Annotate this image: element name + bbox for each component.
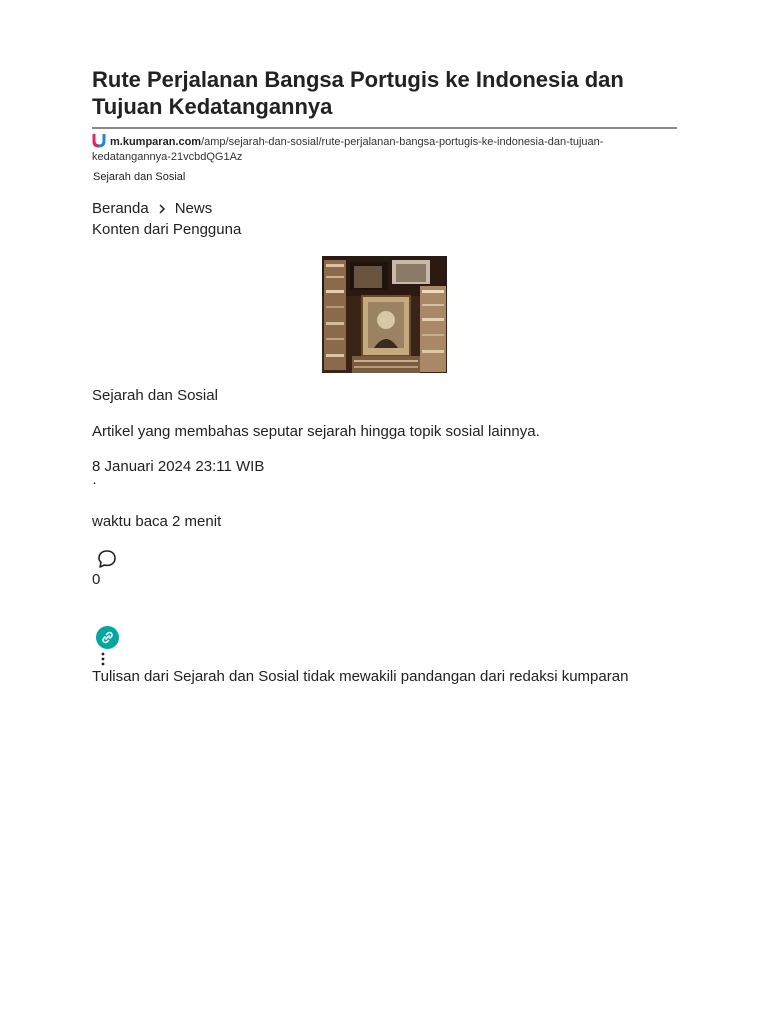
source-domain: m.kumparan.com — [110, 136, 202, 148]
hero-image[interactable] — [322, 256, 447, 373]
breadcrumb-home[interactable]: Beranda — [92, 200, 149, 217]
title-divider — [92, 127, 677, 129]
kumparan-logo-icon — [92, 133, 106, 148]
comment-icon[interactable] — [97, 549, 117, 569]
author-name[interactable]: Sejarah dan Sosial — [92, 387, 218, 404]
article-title: Rute Perjalanan Bangsa Portugis ke Indonesia dan Tujuan Kedatangannya — [92, 67, 624, 119]
source-url[interactable] — [92, 133, 678, 165]
chevron-right-icon — [157, 203, 167, 215]
publish-date: 8 Januari 2024 23:11 WIB — [92, 458, 265, 475]
link-icon — [96, 626, 119, 649]
more-vertical-icon[interactable] — [100, 652, 106, 666]
content-source-label: Konten dari Pengguna — [92, 221, 242, 238]
site-label: Sejarah dan Sosial — [93, 171, 186, 183]
meta-separator: · — [92, 474, 97, 491]
disclaimer: Tulisan dari Sejarah dan Sosial tidak mewakili pandangan dari redaksi kumparan — [92, 668, 629, 685]
comment-count: 0 — [92, 571, 101, 588]
source-path: /amp/sejarah-dan-sosial/rute-perjalanan-bangsa-portugis-ke-indonesia-dan-tujuan-kedatangannya-21vcbdQG1Az — [92, 136, 604, 163]
copy-link-button[interactable] — [96, 626, 119, 649]
breadcrumb — [92, 200, 212, 217]
breadcrumb-section[interactable]: News — [174, 200, 213, 217]
author-bio: Artikel yang membahas seputar sejarah hingga topik sosial lainnya. — [92, 423, 540, 440]
read-time: waktu baca 2 menit — [92, 513, 222, 530]
